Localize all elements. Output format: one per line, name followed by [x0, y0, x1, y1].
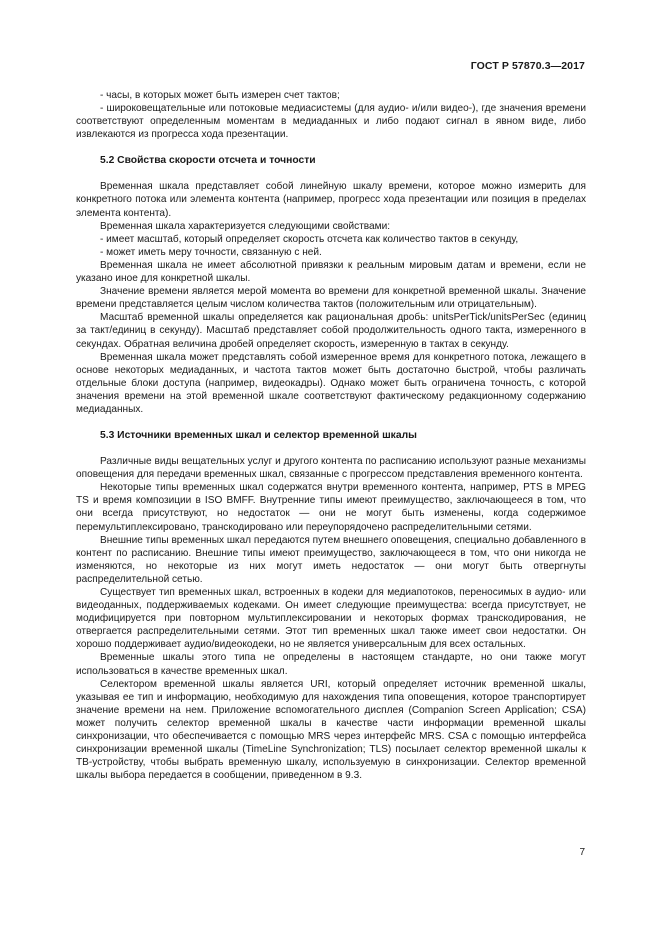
document-code-header: ГОСТ Р 57870.3—2017 [470, 60, 585, 72]
paragraph: Различные виды вещательных услуг и другого контента по расписанию используют разные механизмы оповещения для передачи временных шкал, связанные с прогрессом представления временного контента. [76, 456, 586, 481]
paragraph: Временная шкала не имеет абсолютной привязки к реальным мировым датам и времени, если не указано иное для конкретной шкалы. [76, 259, 586, 285]
paragraph: Временные шкалы этого типа не определены в настоящем стандарте, но они также могут использоваться в качестве временных шкал. [76, 652, 586, 677]
list-item-media-systems: - широковещательные или потоковые медиасистемы (для аудио- и/или видео-), где значения времени соответствуют определенным моментам в медиаданных и либо подают сигнал в явном виде, либо извлекаются из прогресса хода презентации. [76, 103, 586, 141]
list-item: - может иметь меру точности, связанную с ней. [100, 246, 322, 258]
paragraph: Значение времени является мерой момента во времени для конкретной временной шкалы. Значение времени представляется целым числом количества тактов (положительным или отрицательным). [76, 286, 586, 311]
paragraph: Существует тип временных шкал, встроенных в кодеки для медиапотоков, переносимых в аудио- или видеоданных, поддерживаемых кодеками. Он имеет следующие преимущества: всегда присутствует, не модифицируется при повторном мультиплексировании и некоторых формах транскодирования, не отвергается распределительными сетями. Этот тип временных шкал также имеет свои недостатки. Он хорошо поддерживает аудио/видеокодеки, но не является универсальным для всех остальных. [76, 587, 586, 651]
document-body [76, 89, 586, 782]
page-number: 7 [579, 847, 585, 858]
paragraph: Внешние типы временных шкал передаются путем внешнего оповещения, специально добавленного в контент по расписанию. Внешние типы имеют преимущество, заключающееся в том, что они никогда не изменяются, но некоторые из них могут иметь недостаток — они могут быть отвергнуты распределительной сетью. [76, 534, 586, 585]
list-item-clocks: - часы, в которых может быть измерен счет тактов; [100, 90, 340, 101]
paragraph: Селектором временной шкалы является URI, который определяет источник временной шкалы, указывая ее тип и информацию, необходимую для нахождения типа оповещения, которое транспортирует значение времени на нем. Приложение вспомогательного дисплея (Companion Screen Application; CSA) может получить селектор временной шкалы в качестве части информации временной шкалы синхронизации, что обеспечивается с помощью MRS через интерфейс MRS. CSA с помощью интерфейса синхронизации временной шкалы (TimeLine Synchronization; TLS) посылает селектор временной шкалы к ТВ-устройству, чтобы выбрать временную шкалу, используемую в синхронизации. Селектор временной шкалы выбора передается в сообщении, приведенном в 9.3. [76, 678, 586, 782]
paragraph: Некоторые типы временных шкал содержатся внутри временного контента, например, PTS в MPEG TS и время композиции в ISO BMFF. Внутренние типы имеют преимущество, заключающееся в том, что они всегда присутствуют, но недостаток — они не могут быть изменены, когда содержимое перемультиплексировано, транскодировано или переупорядочено распределительными сетями. [76, 482, 586, 533]
paragraph: Временная шкала представляет собой линейную шкалу времени, которое можно измерить для конкретного потока или элемента контента (например, прогресс хода презентации или позиция в пределах элемента контента). [76, 181, 586, 219]
section-heading-5-2: 5.2 Свойства скорости отсчета и точности [100, 155, 316, 167]
paragraph: Временная шкала может представлять собой измеренное время для конкретного потока, лежащего в основе некоторых медиаданных, и частота тактов может быть достаточно быстрой, чтобы различать отдельные блоки доступа (например, видеокадры). Однако может быть ограничена точность, с которой значения времени на этой временной шкале соответствуют фактическому редакционному содержанию медиаданных. [76, 351, 586, 415]
paragraph: Масштаб временной шкалы определяется как рациональная дробь: unitsPerTick/unitsPerSec (единиц за такт/единиц в секунду). Масштаб представляет собой продолжительность одного такта, измеренного в секундах. Обратная величина дробей определяет скорость, измеренную в тактах в секунду. [76, 312, 586, 350]
paragraph: Временная шкала характеризуется следующими свойствами: [100, 220, 391, 232]
section-heading-5-3: 5.3 Источники временных шкал и селектор временной шкалы [100, 430, 417, 442]
list-item: - имеет масштаб, который определяет скорость отсчета как количество тактов в секунду, [100, 233, 519, 245]
